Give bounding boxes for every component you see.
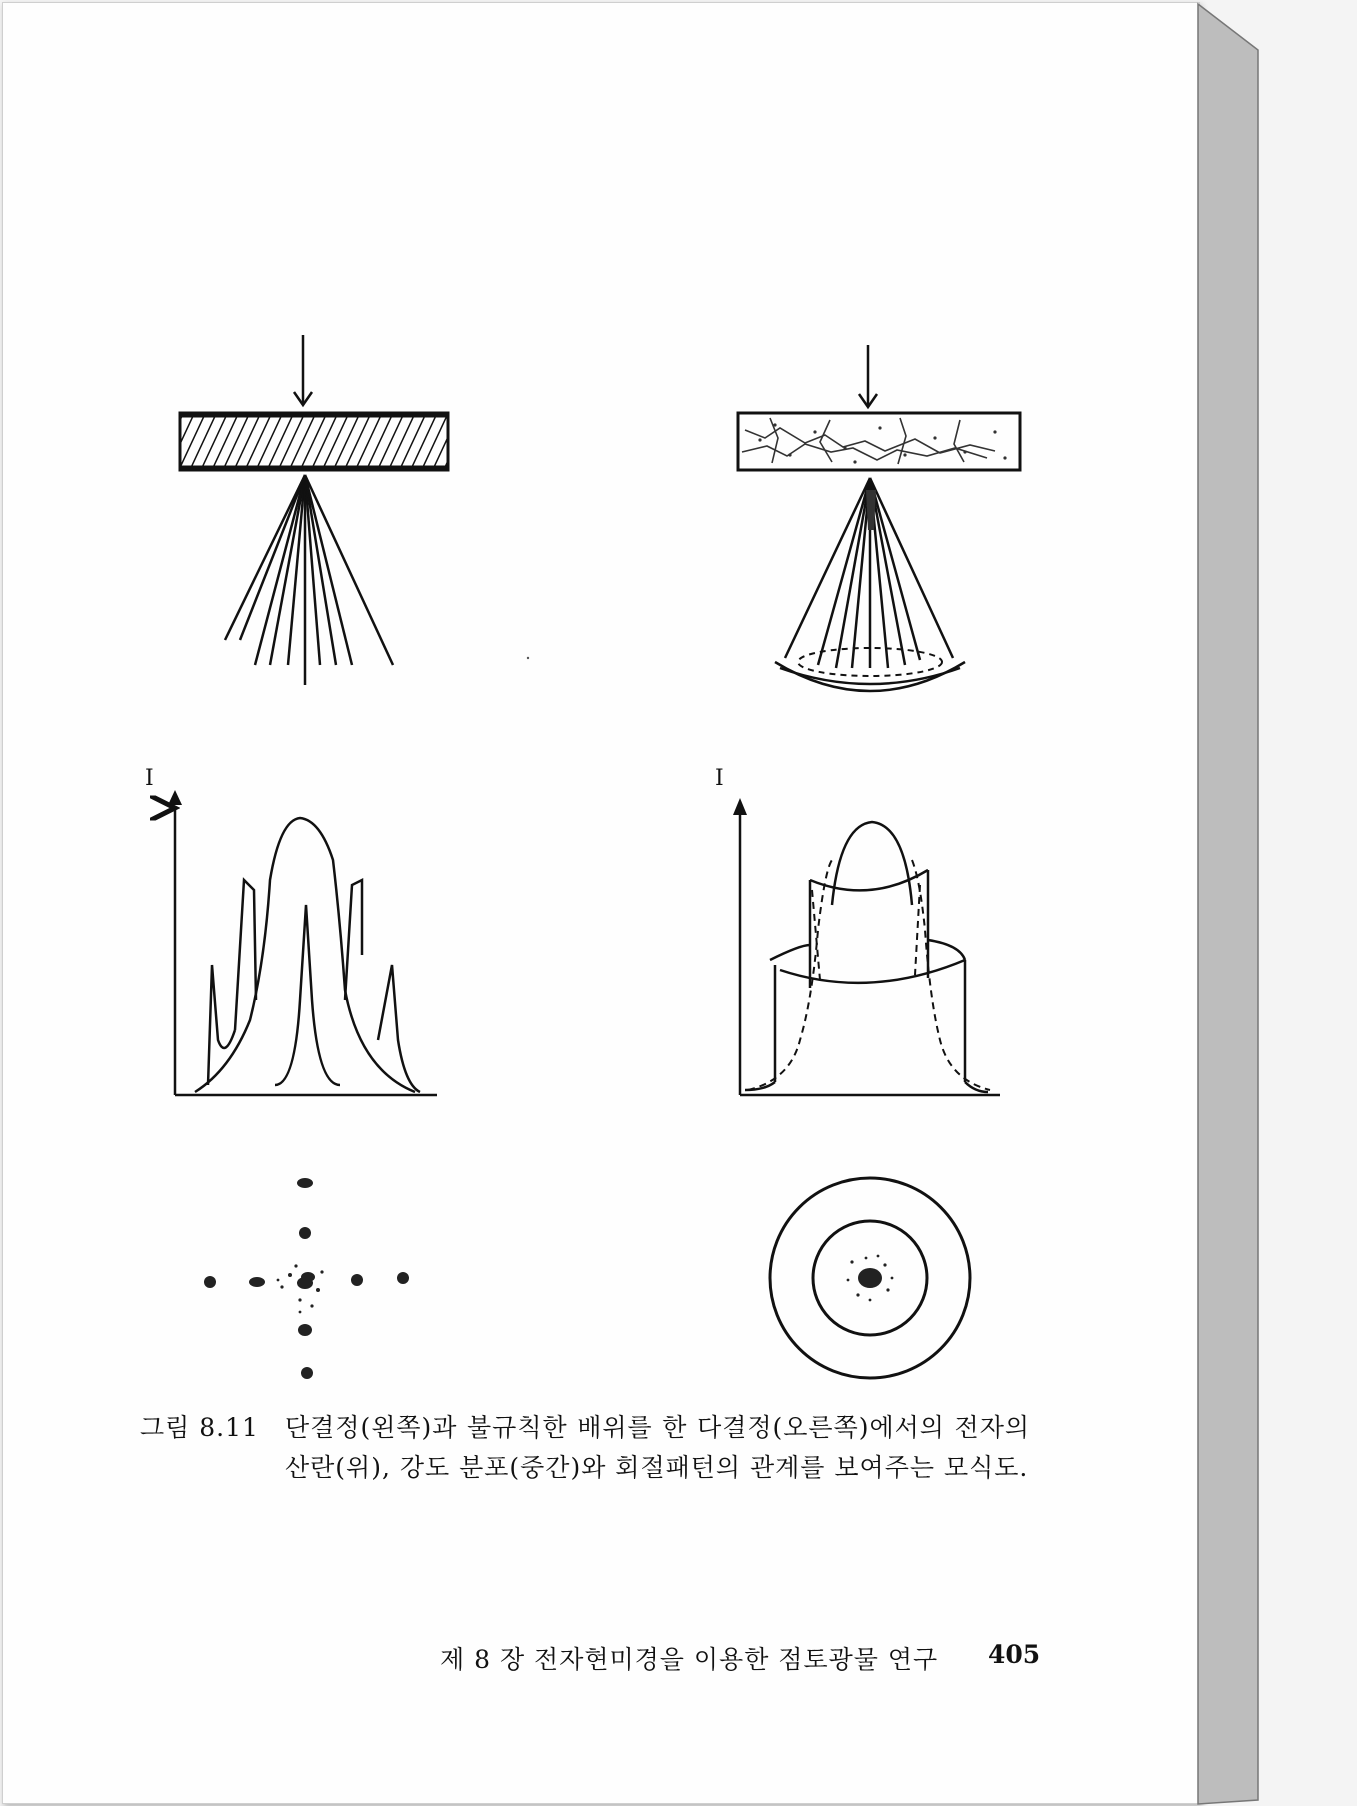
polycrystal-scattering [738, 345, 1020, 691]
single-crystal-intensity-profile [145, 766, 437, 1095]
diffracted-beams-left [225, 475, 393, 685]
single-crystal-scattering [180, 335, 448, 685]
single-crystal-slab [180, 413, 448, 470]
intensity-axis-label-right: I [715, 766, 724, 791]
polycrystal-slab [738, 413, 1020, 470]
figure-label: 그림 8.11 [140, 1413, 259, 1442]
central-spot [858, 1268, 882, 1288]
single-crystal-diffraction-spots [204, 1178, 409, 1379]
diffracted-cone-right [775, 478, 965, 691]
polycrystal-intensity-profile [715, 766, 1000, 1095]
chapter-title: 제 8 장 전자현미경을 이용한 점토광물 연구 [440, 1645, 939, 1674]
page-number: 405 [988, 1640, 1041, 1669]
polycrystal-diffraction-rings [770, 1178, 970, 1378]
figure-caption-text: 단결정(왼쪽)과 불규칙한 배위를 한 다결정(오른쪽)에서의 전자의 산란(위), 강도 분포(중간)와 회절패턴의 관계를 보여주는 모식도. [285, 1413, 1030, 1482]
intensity-axis-label-left: I [145, 766, 154, 791]
